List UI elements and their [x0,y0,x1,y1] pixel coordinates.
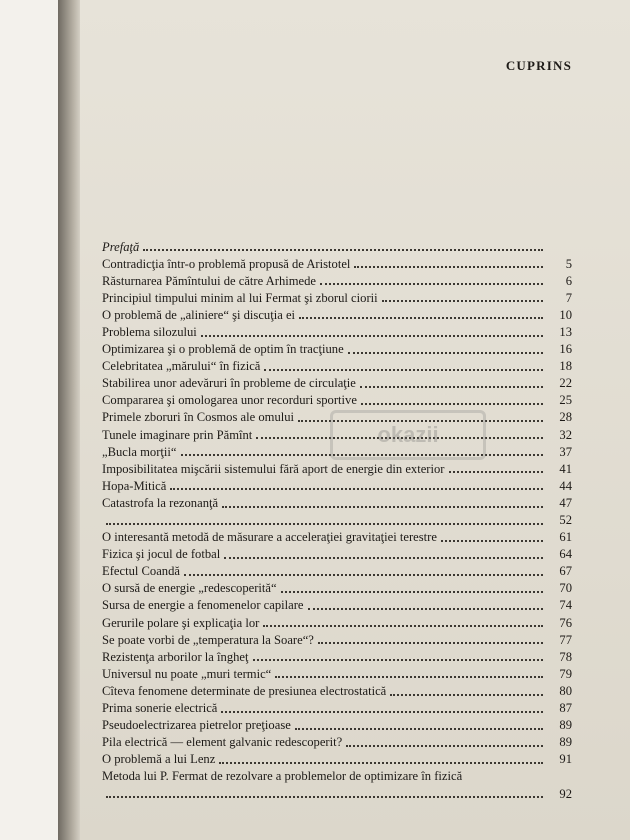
page-heading: CUPRINS [505,58,572,73]
toc-entry [102,390,572,407]
toc-entry-title: O problemă a lui Lenz [102,752,216,767]
toc-entry-title: Sursa de energie a fenomenelor capilare [102,598,304,613]
dot-leader [346,743,543,747]
toc-entry-page-number: 47 [559,495,572,510]
toc-entry-title: Primele zboruri în Cosmos ale omului [102,410,295,425]
toc-entry [102,270,572,287]
toc-entry [102,339,572,356]
toc-entry-page-number: 7 [565,290,572,305]
toc-entry-title: Hopa-Mitică [102,478,167,493]
toc-entry-title: Pseudoelectrizarea pietrelor preţioase [102,718,291,733]
toc-entry-title: Catastrofa la rezonanţă [102,495,219,510]
dot-leader [449,469,544,473]
toc-entry-page-number: 10 [559,307,572,322]
toc-entry-title: Pila electrică — element galvanic redescoperit? [102,735,343,750]
toc-entry [102,646,572,663]
dot-leader [390,692,543,696]
toc-entry-page-number: 76 [559,615,572,630]
toc-entry-title: Optimizarea şi o problemă de optim în tracţiune [102,342,344,357]
toc-entry-page-number: 89 [559,735,572,750]
toc-entry [102,663,572,680]
dot-leader [348,350,543,354]
toc-entry-title: Se poate vorbi de „temperatura la Soare“? [102,632,314,647]
dot-leader [308,606,543,610]
toc-entry [102,698,572,715]
table-of-contents [102,236,572,800]
dot-leader [299,315,543,319]
toc-entry-page-number: 89 [559,718,572,733]
toc-entry-page-number: 32 [559,427,572,442]
toc-entry [102,321,572,338]
toc-entry-page-number: 25 [559,393,572,408]
toc-entry-title: Compararea şi omologarea unor recorduri sportive [102,393,357,408]
toc-entry [102,732,572,749]
toc-entry-title: Principiul timpului minim al lui Fermat şi zborul ciorii [102,290,378,305]
toc-entry-title: Prefaţă [102,239,140,254]
toc-entry-title: „Bucla morţii“ [102,444,177,459]
toc-entry [102,749,572,766]
toc-entry-page-number: 74 [559,598,572,613]
toc-entry-title: O sursă de energie „redescoperită“ [102,581,277,596]
toc-entry [102,475,572,492]
dot-leader [466,779,543,781]
toc-entry-page-number: 13 [559,324,572,339]
dot-leader [275,674,543,678]
dot-leader [281,589,543,593]
dot-leader [320,281,543,285]
toc-entry-title: Rezistenţa arborilor la îngheţ [102,649,249,664]
toc-entry-title: Fizica şi jocul de fotbal [102,547,221,562]
toc-entry-page-number: 18 [559,359,572,374]
toc-entry [102,492,572,509]
toc-entry [102,561,572,578]
toc-entry [102,544,572,561]
toc-entry [102,253,572,270]
dot-leader [170,486,543,490]
toc-entry-page-number: 22 [559,376,572,391]
toc-entry [102,766,572,783]
dot-leader [360,384,543,388]
toc-entry [102,236,572,253]
toc-entry [102,458,572,475]
toc-entry-page-number: 37 [559,444,572,459]
toc-entry-page-number: 79 [559,666,572,681]
toc-entry-page-number: 16 [559,342,572,357]
toc-entry-page-number: 70 [559,581,572,596]
toc-entry-page-number: 28 [559,410,572,425]
dot-leader [354,264,543,268]
toc-entry-page-number: 92 [559,786,572,801]
dot-leader [106,521,543,525]
toc-entry-page-number: 41 [559,461,572,476]
toc-entry-title: Imposibilitatea mişcării sistemului fără aport de energie din exterior [102,461,445,476]
toc-entry-page-number: 52 [559,513,572,527]
toc-entry-title: Tunele imaginare prin Pămînt [102,427,253,442]
toc-entry [102,356,572,373]
toc-entry-page-number: 67 [559,564,572,579]
dot-leader [361,401,543,405]
toc-entry [102,527,572,544]
toc-entry-page-number: 78 [559,649,572,664]
toc-entry-page-number: 5 [565,256,572,271]
toc-entry [102,715,572,732]
toc-entry-title: Răsturnarea Pămîntului de către Arhimede [102,273,317,288]
toc-entry-page-number: 61 [559,530,572,545]
toc-entry-title: Prima sonerie electrică [102,701,218,716]
book-page [80,0,630,840]
toc-entry-title: O problemă de „aliniere“ şi discuţia ei [102,307,296,322]
toc-entry [102,578,572,595]
toc-entry [102,287,572,304]
watermark-logo: okazii [330,410,486,460]
toc-entry-title: Celebritatea „mărului“ în fizică [102,359,261,374]
toc-entry-page-number: 91 [559,752,572,767]
toc-entry [102,510,572,527]
dot-leader [224,555,543,559]
toc-entry-page-number: 6 [565,273,572,288]
dot-leader [219,760,543,764]
toc-entry-title: Stabilirea unor adevăruri în probleme de circulaţie [102,376,356,391]
toc-entry [102,612,572,629]
toc-entry [102,304,572,321]
dot-leader [253,657,543,661]
toc-entry [102,629,572,646]
toc-entry-title: Gerurile polare şi explicaţia lor [102,615,260,630]
dot-leader [295,726,543,730]
toc-entry-page-number: 77 [559,632,572,647]
dot-leader [106,794,543,798]
toc-entry [102,680,572,697]
dot-leader [318,640,543,644]
toc-entry-title: O interesantă metodă de măsurare a acceleraţiei gravitaţiei terestre [102,530,437,545]
toc-entry-page-number: 64 [559,547,572,562]
adjacent-page-strip [0,0,58,840]
toc-entry-title: Universul nu poate „muri termic“ [102,666,272,681]
toc-entry-title: Problema silozului [102,324,197,339]
toc-entry [102,595,572,612]
dot-leader [201,333,543,337]
toc-entry [102,373,572,390]
dot-leader [184,572,543,576]
toc-entry [102,783,572,800]
toc-entry-title: Cîteva fenomene determinate de presiunea electrostatică [102,683,387,698]
toc-entry-page-number: 44 [559,478,572,493]
dot-leader [441,538,543,542]
toc-entry-title: Efectul Coandă [102,564,180,579]
toc-entry-page-number: 80 [559,683,572,698]
dot-leader [221,709,543,713]
dot-leader [263,623,543,627]
dot-leader [264,367,543,371]
dot-leader [222,504,543,508]
dot-leader [143,247,543,251]
book-gutter-shadow [58,0,80,840]
toc-entry-title: Metoda lui P. Fermat de rezolvare a problemelor de optimizare în fizică [102,769,463,784]
toc-entry-title: Contradicţia într-o problemă propusă de Aristotel [102,256,351,271]
dot-leader [382,298,543,302]
toc-entry-page-number: 87 [559,701,572,716]
